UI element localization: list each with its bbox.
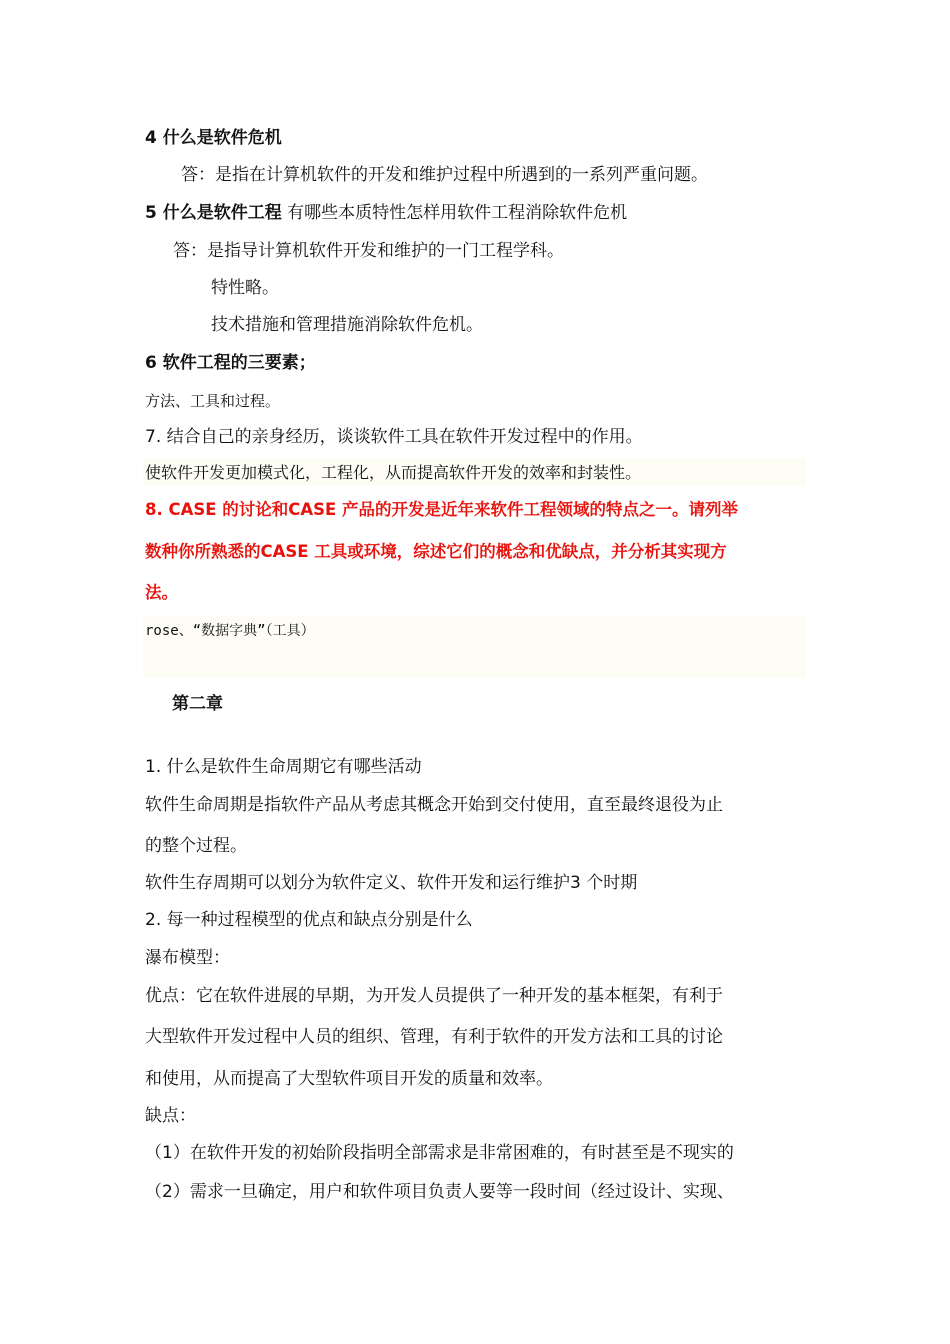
- q7-answer: 使软件开发更加模式化，工程化，从而提高软件开发的效率和封装性。: [145, 463, 642, 482]
- ch2-q2-model: 瀑布模型：: [145, 948, 230, 968]
- q5-line3: 技术措施和管理措施消除软件危机。: [211, 315, 483, 335]
- q8-answer: rose、“数据字典”（工具）: [145, 623, 315, 639]
- ch2-q1-answer-line1: 软件生命周期是指软件产品从考虑其概念开始到交付使用，直至最终退役为止: [145, 795, 723, 815]
- ch2-q2-cons-label: 缺点：: [145, 1106, 196, 1126]
- q5-title: [145, 202, 627, 224]
- ch2-q2-title: 2. 每一种过程模型的优点和缺点分别是什么: [145, 910, 473, 930]
- q8-line2: 数种你所熟悉的CASE 工具或环境，综述它们的概念和优缺点，并分析其实现方: [145, 542, 727, 561]
- q5-line2: 特性略。: [211, 278, 279, 298]
- q6-answer: 方法、工具和过程。: [145, 392, 281, 410]
- ch2-q2-cons-line1: （1）在软件开发的初始阶段指明全部需求是非常困难的，有时甚至是不现实的: [145, 1143, 734, 1163]
- q4-answer: 答：是指在计算机软件的开发和维护过程中所遇到的一系列严重问题。: [181, 165, 708, 185]
- ch2-q1-answer-line2: 的整个过程。: [145, 836, 247, 856]
- q5-answer: 答：是指导计算机软件开发和维护的一门工程学科。: [173, 241, 564, 261]
- q5-title-bold: 5 什么是软件工程: [145, 203, 282, 223]
- q8-line1: 8. CASE 的讨论和CASE 产品的开发是近年来软件工程领域的特点之一。请列举: [145, 500, 739, 519]
- q8-line3: 法。: [145, 583, 178, 602]
- q6-title: 6 软件工程的三要素；: [145, 353, 316, 373]
- ch2-q2-pros-line2: 大型软件开发过程中人员的组织、管理，有利于软件的开发方法和工具的讨论: [145, 1027, 723, 1047]
- chapter-heading: 第二章: [172, 694, 223, 714]
- q7-title: 7. 结合自己的亲身经历，谈谈软件工具在软件开发过程中的作用。: [145, 427, 643, 447]
- ch2-q2-cons-line2: （2）需求一旦确定，用户和软件项目负责人要等一段时间（经过设计、实现、: [145, 1182, 734, 1202]
- ch2-q1-title: 1. 什么是软件生命周期它有哪些活动: [145, 757, 422, 777]
- ch2-q2-pros-line1: 优点：它在软件进展的早期，为开发人员提供了一种开发的基本框架，有利于: [145, 986, 723, 1006]
- ch2-q1-answer-line3: 软件生存周期可以划分为软件定义、软件开发和运行维护3 个时期: [145, 873, 638, 893]
- q5-title-rest: 有哪些本质特性怎样用软件工程消除软件危机: [281, 203, 628, 223]
- q4-title: 4 什么是软件危机: [145, 128, 282, 148]
- ch2-q2-pros-line3: 和使用，从而提高了大型软件项目开发的质量和效率。: [145, 1069, 553, 1089]
